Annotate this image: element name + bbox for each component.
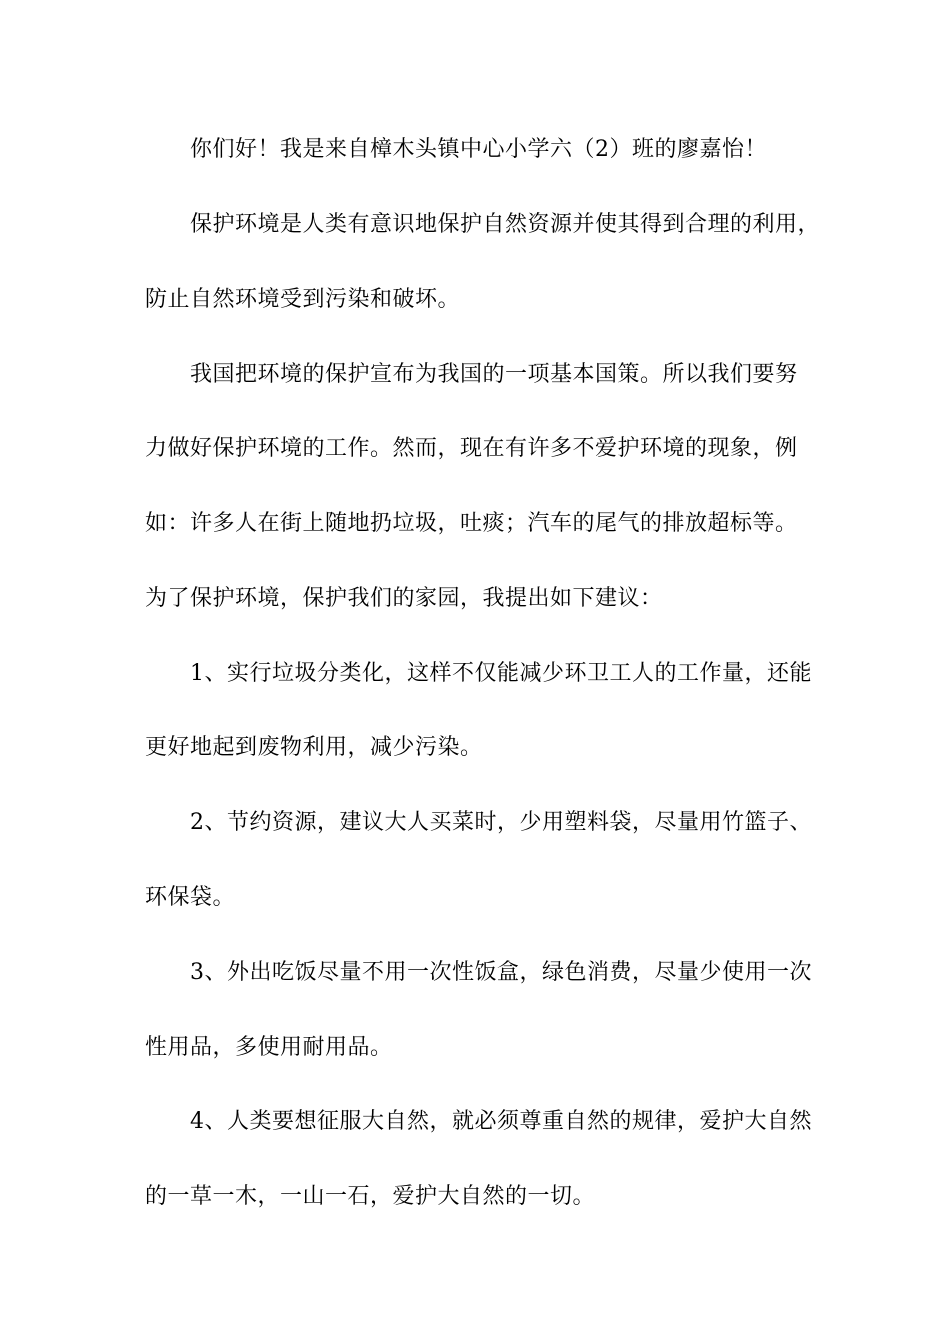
paragraph-2-line-3: 如：许多人在街上随地扔垃圾，吐痰；汽车的尾气的排放超标等。 [145,511,798,536]
suggestion-1-line-2: 更好地起到废物利用，减少污染。 [145,735,483,760]
suggestion-1-line-1: 1、实行垃圾分类化，这样不仅能减少环卫工人的工作量，还能 [190,661,812,686]
paragraph-1-line-2: 防止自然环境受到污染和破坏。 [145,287,461,312]
paragraph-2-line-1: 我国把环境的保护宣布为我国的一项基本国策。所以我们要努 [190,362,798,387]
suggestion-2-line-2: 环保袋。 [145,885,236,910]
suggestion-3-line-1: 3、外出吃饭尽量不用一次性饭盒，绿色消费，尽量少使用一次 [190,960,812,985]
paragraph-1-line-1: 保护环境是人类有意识地保护自然资源并使其得到合理的利用， [190,212,821,237]
paragraph-2-line-2: 力做好保护环境的工作。然而，现在有许多不爱护环境的现象，例 [145,436,798,461]
greeting-line: 你们好！我是来自樟木头镇中心小学六（2）班的廖嘉怡！ [190,137,767,162]
suggestion-3-line-2: 性用品，多使用耐用品。 [145,1035,393,1060]
suggestion-2-line-1: 2、节约资源，建议大人买菜时，少用塑料袋，尽量用竹篮子、 [190,810,812,835]
suggestion-4-line-1: 4、人类要想征服大自然，就必须尊重自然的规律，爱护大自然 [190,1109,812,1134]
suggestion-4-line-2: 的一草一木，一山一石，爱护大自然的一切。 [145,1184,596,1209]
paragraph-2-line-4: 为了保护环境，保护我们的家园，我提出如下建议： [145,586,663,611]
